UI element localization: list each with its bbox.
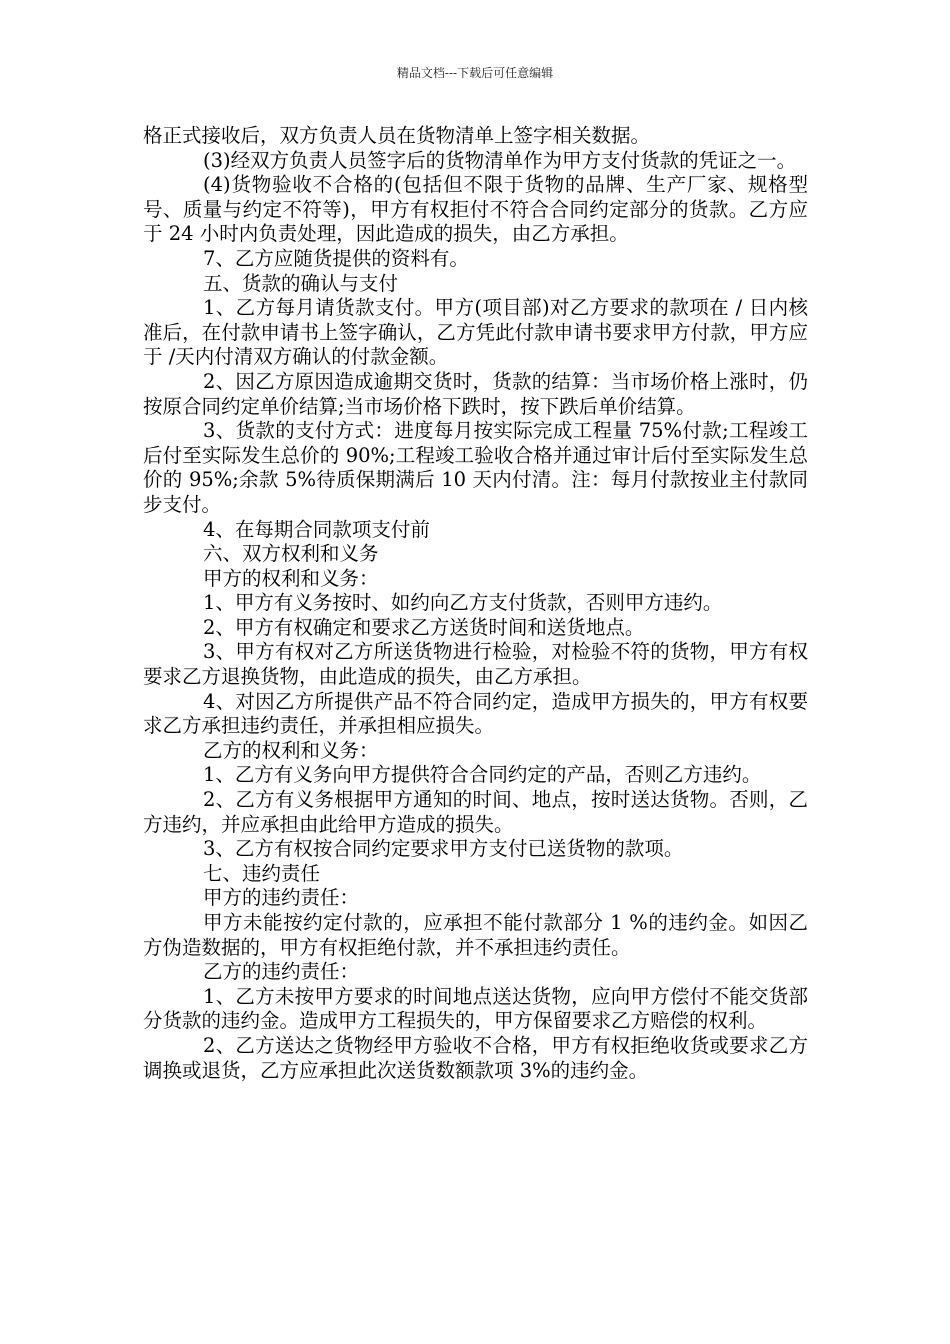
paragraph-19: 3、乙方有权按合同约定要求甲方支付已送货物的款项。 [203, 837, 684, 861]
paragraph-17: 1、乙方有义务向甲方提供符合合同约定的产品，否则乙方违约。 [203, 763, 762, 787]
paragraph-9: 4、在每期合同款项支付前 [203, 517, 430, 541]
section-heading-7: 七、违约责任 [203, 861, 321, 885]
paragraph-24: 1、乙方未按甲方要求的时间地点送达货物，应向甲方偿付不能交货部分货款的违约金。造成甲方工程损失的，甲方保留要求乙方赔偿的权利。 [143, 984, 808, 1033]
paragraph-6: 1、乙方每月请货款支付。甲方(项目部)对乙方要求的款项在 / 日内核准后，在付款申请书上签字确认，乙方凭此付款申请书要求甲方付款，甲方应于 /天内付清双方确认的付款金额。 [143, 296, 808, 369]
page-header: 精品文档---下载后可任意编辑 [396, 66, 554, 80]
subheading-party-b-rights: 乙方的权利和义务： [203, 738, 379, 762]
section-heading-6: 六、双方权利和义务 [203, 542, 379, 566]
subheading-party-a-liability: 甲方的违约责任： [203, 886, 360, 910]
paragraph-8: 3、货款的支付方式：进度每月按实际完成工程量 75%付款;工程竣工后付至实际发生总价的 90%;工程竣工验收合格并通过审计后付至实际发生总价的 95%;余款 5%待质保期满后 10 天内付清。注：每月付款按业主付款同步支付。 [143, 419, 808, 516]
subheading-party-a-rights: 甲方的权利和义务： [203, 566, 379, 590]
paragraph-14: 3、甲方有权对乙方所送货物进行检验，对检验不符的货物，甲方有权要求乙方退换货物，由此造成的损失，由乙方承担。 [143, 640, 808, 689]
subheading-party-b-liability: 乙方的违约责任： [203, 960, 360, 984]
paragraph-22: 甲方未能按约定付款的，应承担不能付款部分 1 %的违约金。如因乙方伪造数据的，甲方有权拒绝付款，并不承担违约责任。 [143, 911, 808, 959]
paragraph-13: 2、甲方有权确定和要求乙方送货时间和送货地点。 [203, 615, 645, 639]
paragraph-7: 2、因乙方原因造成逾期交货时，货款的结算：当市场价格上涨时，仍按原合同约定单价结算;当市场价格下跌时，按下跌后单价结算。 [143, 369, 808, 418]
paragraph-1: 格正式接收后，双方负责人员在货物清单上签字相关数据。 [143, 124, 651, 147]
paragraph-3: (4)货物验收不合格的(包括但不限于货物的品牌、生产厂家、规格型号、质量与约定不符等)，甲方有权拒付不符合合同约定部分的货款。乙方应于 24 小时内负责处理，因此造成的损失，由乙方承担。 [143, 173, 808, 246]
paragraph-25: 2、乙方送达之货物经甲方验收不合格，甲方有权拒绝收货或要求乙方调换或退货，乙方应承担此次送货数额款项 3%的违约金。 [143, 1033, 808, 1082]
paragraph-2: (3)经双方负责人员签字后的货物清单作为甲方支付货款的凭证之一。 [203, 148, 797, 172]
document-body [143, 124, 808, 1083]
paragraph-15: 4、对因乙方所提供产品不符合同约定，造成甲方损失的，甲方有权要求乙方承担违约责任，并承担相应损失。 [143, 689, 808, 738]
section-heading-5: 五、货款的确认与支付 [203, 271, 399, 295]
paragraph-18: 2、乙方有义务根据甲方通知的时间、地点，按时送达货物。否则，乙方违约，并应承担由此给甲方造成的损失。 [143, 788, 808, 836]
paragraph-12: 1、甲方有义务按时、如约向乙方支付货款，否则甲方违约。 [203, 591, 723, 615]
paragraph-4: 7、乙方应随货提供的资料有。 [203, 246, 469, 270]
